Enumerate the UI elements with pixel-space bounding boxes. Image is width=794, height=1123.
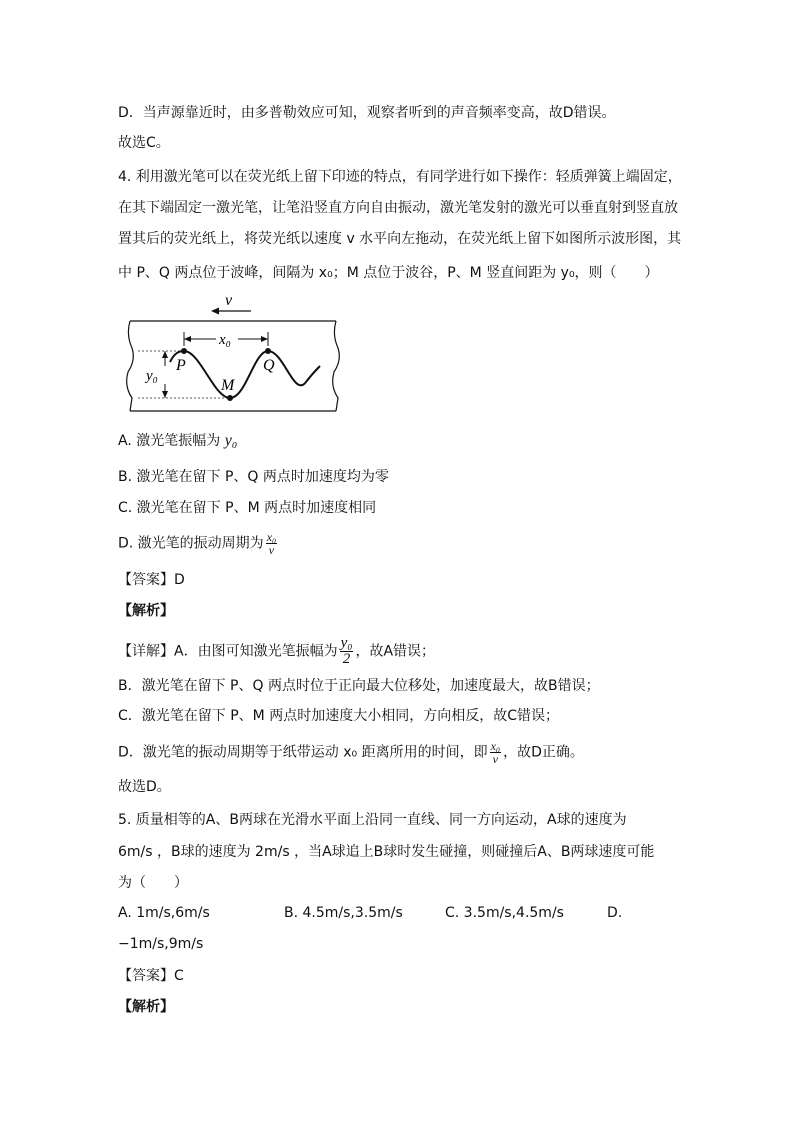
- detail-a-fraction: $\frac{\text{y₀}}{2}$: [340, 635, 353, 667]
- y0-arrow-top: [162, 351, 168, 358]
- q4-stem-line3: 置其后的荧光纸上，将荧光纸以速度 v 水平向左拖动，在荧光纸上留下如图所示波形图，其: [118, 231, 682, 247]
- q4-analysis-heading: 【解析】: [118, 603, 174, 619]
- q4-option-a: A. 激光笔振幅为 y₀: [118, 432, 238, 449]
- q5-option-a: A. 1m/s,6m/s: [118, 905, 210, 921]
- q5-option-d: D.: [607, 905, 623, 921]
- wave-curve: [170, 351, 320, 398]
- Q-label: Q: [263, 357, 275, 374]
- q4-detail-d: D．激光笔的振动周期等于纸带运动 x₀ 距离所用的时间，即 $\frac{\text{x₀}}{v}$ ，故D正确。: [118, 739, 584, 766]
- q4-detail-a: 【详解】A．由图可知激光笔振幅为 $\frac{\text{y₀}}{2}$ ，故A错误；: [118, 635, 436, 667]
- wave-figure: [118, 290, 348, 415]
- q4-option-d: D. 激光笔的振动周期为 $\frac{\text{x₀}}{v}$: [118, 530, 277, 557]
- x0-label: x₀: [219, 332, 231, 348]
- q5-answer: 【答案】C: [118, 968, 184, 984]
- velocity-label: v: [225, 292, 233, 309]
- q5-option-d-value: −1m/s,9m/s: [118, 936, 204, 952]
- prev-option-d: D．当声源靠近时，由多普勒效应可知，观察者听到的声音频率变高，故D错误。: [118, 105, 616, 121]
- q4-stem-line4: 中 P、Q 两点位于波峰，间隔为 x₀；M 点位于波谷，P、M 竖直间距为 y₀，则（ ）: [118, 265, 659, 281]
- point-Q: [265, 348, 271, 354]
- q4-stem-line1: 4. 利用激光笔可以在荧光纸上留下印迹的特点，有同学进行如下操作：轻质弹簧上端固定，: [118, 169, 682, 185]
- strip-right-break: [333, 321, 340, 411]
- q4-stem-line2: 在其下端固定一激光笔，让笔沿竖直方向自由振动，激光笔发射的激光可以垂直射到竖直放: [118, 200, 678, 216]
- y0-label: y₀: [146, 368, 158, 384]
- option-d-fraction: $\frac{\text{x₀}}{v}$: [266, 530, 277, 557]
- y0-arrow-bottom: [162, 391, 168, 398]
- P-label: P: [176, 357, 186, 374]
- M-label: M: [221, 377, 235, 394]
- point-M: [227, 395, 233, 401]
- q5-option-c: C. 3.5m/s,4.5m/s: [445, 905, 564, 921]
- x0-arrow-left: [184, 336, 191, 342]
- q5-analysis-heading: 【解析】: [118, 999, 174, 1015]
- prev-choose: 故选C。: [118, 135, 170, 151]
- detail-d-fraction: $\frac{\text{x₀}}{v}$: [490, 739, 501, 766]
- q4-answer: 【答案】D: [118, 572, 185, 588]
- q4-choose: 故选D。: [118, 779, 171, 795]
- q5-stem-line3: 为（ ）: [118, 875, 188, 891]
- q5-stem-line1: 5. 质量相等的A、B两球在光滑水平面上沿同一直线、同一方向运动，A球的速度为: [118, 812, 627, 828]
- option-a-math: y₀: [224, 432, 238, 449]
- q4-detail-c: C．激光笔在留下 P、M 两点时加速度大小相同，方向相反，故C错误；: [118, 708, 559, 724]
- velocity-arrow-head: [211, 308, 219, 315]
- q4-detail-b: B．激光笔在留下 P、Q 两点时位于正向最大位移处，加速度最大，故B错误；: [118, 678, 600, 694]
- x0-arrow-right: [261, 336, 268, 342]
- point-P: [181, 348, 187, 354]
- q4-option-b: B. 激光笔在留下 P、Q 两点时加速度均为零: [118, 469, 389, 485]
- q5-option-b: B. 4.5m/s,3.5m/s: [284, 905, 403, 921]
- q5-stem-line2: 6m/s ，B球的速度为 2m/s ，当A球追上B球时发生碰撞，则碰撞后A、B两球速度可能: [118, 844, 655, 860]
- q4-option-c: C. 激光笔在留下 P、M 两点时加速度相同: [118, 500, 377, 516]
- strip-left-break: [127, 321, 134, 411]
